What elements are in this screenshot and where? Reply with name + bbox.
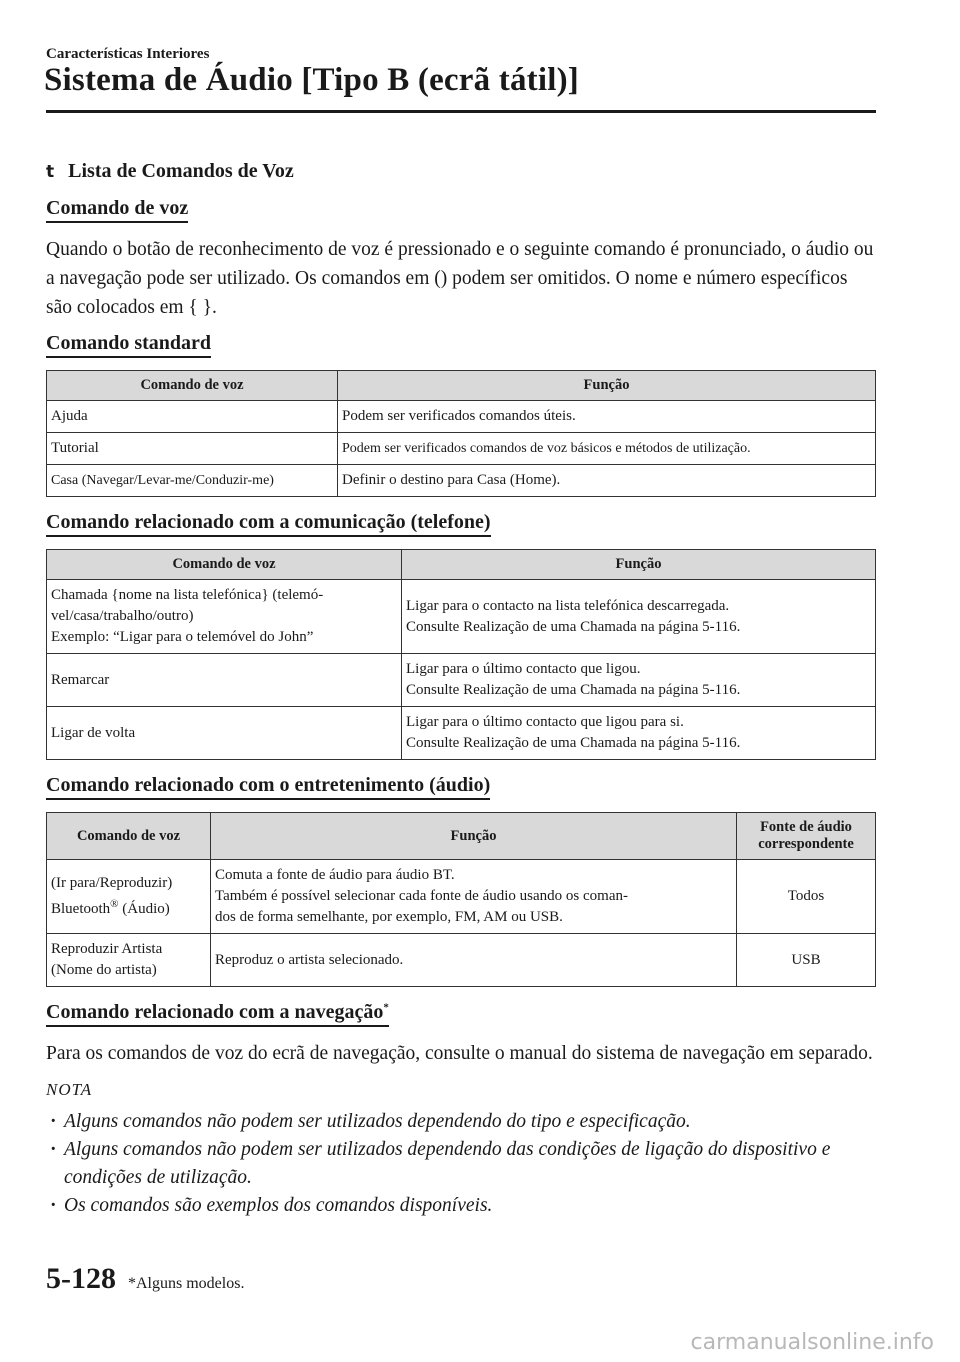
col-header: Comando de voz [47, 813, 211, 860]
table-row [47, 934, 876, 987]
table-row [47, 433, 876, 465]
table-row [47, 580, 876, 654]
cell-line [51, 894, 206, 920]
voice-command-text: Quando o botão de reconhecimento de voz é pressionado e o seguinte comando é pronunciado, o áudio ou a navegação pode ser utilizado. Os comandos em () podem ser omitidos. O nome e número específicos são colocados em { }. [46, 239, 874, 318]
table-cell [402, 654, 876, 707]
cell-line: Ligar para o contacto na lista telefónica descarregada. [406, 597, 730, 614]
col-header: Comando de voz [47, 371, 338, 401]
table-cell [402, 707, 876, 760]
navigation-text: Para os comandos de voz do ecrã de navegação, consulte o manual do sistema de navegação em separado. [46, 1043, 873, 1064]
table-cell: Ajuda [47, 401, 338, 433]
navigation-heading [46, 1001, 389, 1027]
cell-line: Chamada {nome na lista telefónica} (telemó- [51, 587, 324, 603]
table-cell [47, 707, 402, 760]
registered-mark: ® [110, 898, 119, 910]
cell-line: Ligar para o último contacto que ligou. [406, 661, 641, 677]
note-item: · Os comandos são exemplos dos comandos disponíveis. [46, 1192, 876, 1220]
phone-heading: Comando relacionado com a comunicação (telefone) [46, 511, 491, 537]
audio-label: (Áudio) [118, 901, 170, 917]
table-cell: Podem ser verificados comandos de voz básicos e métodos de utilização. [338, 433, 876, 465]
voice-command-heading: Comando de voz [46, 197, 188, 223]
cell-line: Consulte Realização de uma Chamada na página 5-116. [406, 735, 741, 751]
phone-table [46, 549, 876, 760]
table-cell: Podem ser verificados comandos úteis. [338, 401, 876, 433]
note-item: · Alguns comandos não podem ser utilizados dependendo do tipo e especificação. [46, 1108, 876, 1136]
table-cell: Tutorial [47, 433, 338, 465]
col-header [737, 813, 876, 860]
header-rule [46, 110, 876, 113]
standard-heading: Comando standard [46, 332, 211, 358]
table-row [47, 654, 876, 707]
table-cell: Definir o destino para Casa (Home). [338, 465, 876, 497]
footnote-star: * [383, 1001, 389, 1014]
cell-line: Consulte Realização de uma Chamada na página 5-116. [406, 618, 741, 635]
cell-line: Exemplo: “Ligar para o telemóvel do John” [51, 629, 314, 645]
col-header-line: Fonte de áudio [760, 819, 852, 835]
col-header: Função [211, 813, 737, 860]
table-cell [47, 860, 211, 934]
section-title-text: Lista de Comandos de Voz [68, 160, 294, 182]
table-cell [211, 860, 737, 934]
section-bullet-icon: t [46, 161, 55, 182]
col-header: Comando de voz [47, 550, 402, 580]
table-row [47, 860, 876, 934]
table-cell [47, 934, 211, 987]
cell-line: (Nome do artista) [51, 962, 157, 978]
table-row [47, 707, 876, 760]
content [46, 160, 876, 1220]
table-row [47, 401, 876, 433]
cell-line: Remarcar [51, 671, 110, 688]
bluetooth-label: Bluetooth [51, 901, 111, 917]
table-row [47, 465, 876, 497]
cell-line: Consulte Realização de uma Chamada na página 5-116. [406, 682, 741, 698]
table-cell [47, 580, 402, 654]
cell-line: vel/casa/trabalho/outro) [51, 608, 194, 624]
watermark: carmanualsonline.info [690, 1330, 934, 1355]
page-number: 5-128 [46, 1262, 116, 1295]
note-label: NOTA [46, 1080, 93, 1099]
table-cell: Casa (Navegar/Levar-me/Conduzir-me) [47, 465, 338, 497]
table-cell: Reproduz o artista selecionado. [211, 934, 737, 987]
audio-heading: Comando relacionado com o entretenimento (áudio) [46, 774, 490, 800]
cell-line: dos de forma semelhante, por exemplo, FM, AM ou USB. [215, 909, 563, 925]
note-item: · Alguns comandos não podem ser utilizados dependendo das condições de ligação do dispositivo e condições de utilização. [46, 1136, 876, 1192]
col-header-line: correspondente [758, 836, 854, 852]
table-cell [402, 580, 876, 654]
navigation-heading-text: Comando relacionado com a navegação [46, 1001, 384, 1023]
section-title [46, 160, 876, 183]
footnote: *Alguns modelos. [128, 1275, 245, 1292]
page-title: Sistema de Áudio [Tipo B (ecrã tátil)] [44, 62, 579, 98]
audio-table [46, 812, 876, 987]
table-cell [47, 654, 402, 707]
cell-line: (Ir para/Reproduzir) [51, 875, 173, 891]
col-header: Função [402, 550, 876, 580]
table-cell: USB [737, 934, 876, 987]
cell-line: Ligar de volta [51, 724, 136, 741]
cell-line: Ligar para o último contacto que ligou para si. [406, 714, 684, 730]
col-header: Função [338, 371, 876, 401]
cell-line: Comuta a fonte de áudio para áudio BT. [215, 867, 455, 883]
cell-line: Também é possível selecionar cada fonte de áudio usando os coman- [215, 888, 628, 904]
chapter-label: Características Interiores [46, 46, 210, 62]
table-cell: Todos [737, 860, 876, 934]
standard-table [46, 370, 876, 497]
cell-line: Reproduzir Artista [51, 941, 163, 957]
